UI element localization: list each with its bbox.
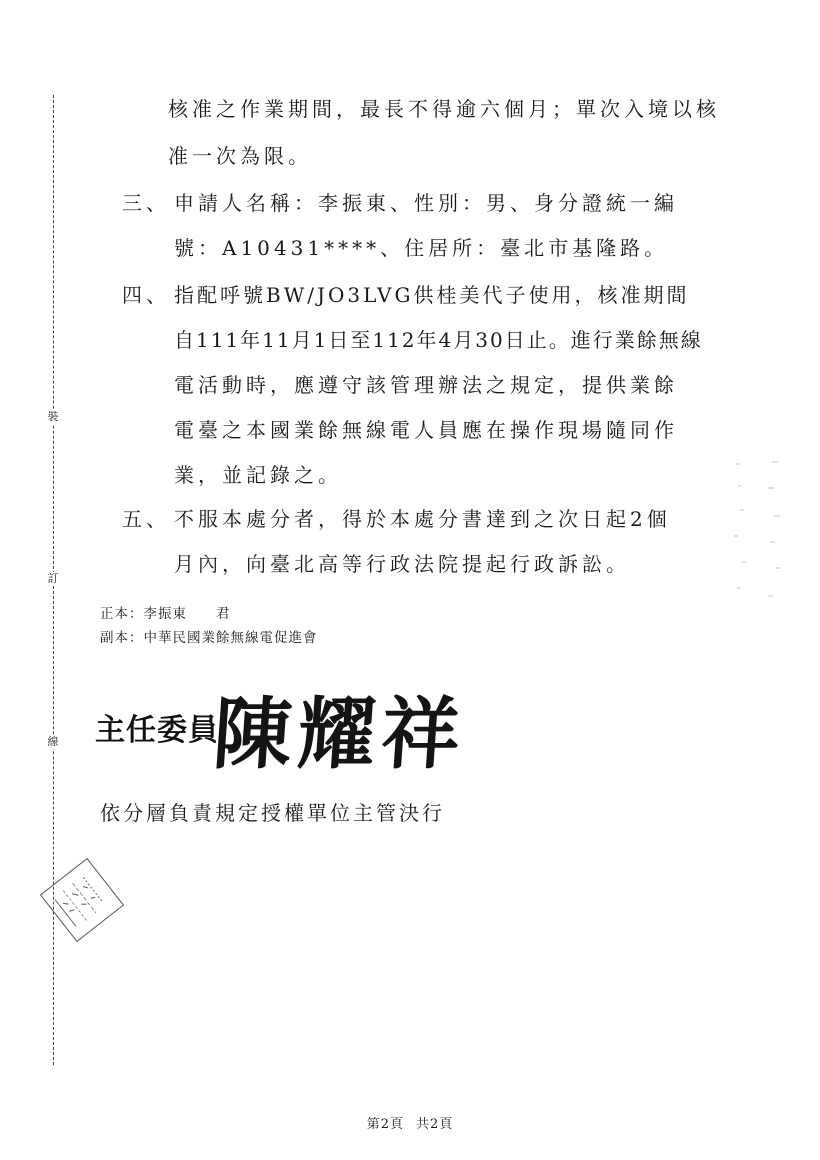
clause-5-number: 五、 <box>122 507 170 531</box>
signatory-title: 主任委員 <box>95 713 219 748</box>
clause-4-line-3: 電活動時，應遵守該管理辦法之規定，提供業餘 <box>174 373 678 397</box>
binding-label-xian: 線 <box>44 735 62 749</box>
clause-4-line-4: 電臺之本國業餘無線電人員應在操作現場隨同作 <box>174 418 678 442</box>
copy-recipient <box>100 626 318 646</box>
clause-continued-line-1: 核准之作業期間，最長不得逾六個月；單次入境以核 <box>168 97 720 121</box>
clause-4-line-5: 業，並記錄之。 <box>174 463 342 487</box>
clause-3-line-2: 號：A10431****、住居所：臺北市基隆路。 <box>174 236 669 260</box>
copy-recipient-value: 中華民國業餘無線電促進會 <box>143 630 318 646</box>
clause-4-number: 四、 <box>122 283 170 307</box>
original-recipient-value: 李振東 君 <box>143 606 231 622</box>
original-recipient <box>100 602 231 622</box>
copy-recipient-label: 副本： <box>100 630 144 646</box>
delegation-note: 依分層負責規定授權單位主管決行 <box>100 801 445 825</box>
clause-4-line-1: 指配呼號BW/JO3LVG供桂美代子使用，核准期間 <box>174 283 690 307</box>
signatory-name-seal: 陳耀祥 <box>210 690 469 780</box>
page-current: 第2頁 <box>366 1117 404 1132</box>
clause-4-line-2: 自111年11月1日至112年4月30日止。進行業餘無線 <box>174 328 703 352</box>
clause-3-line-1: 申請人名稱：李振東、性別：男、身分證統一編 <box>174 191 678 215</box>
clause-5-line-2: 月內，向臺北高等行政法院提起行政訴訟。 <box>174 552 630 576</box>
page-number <box>0 1113 820 1132</box>
clause-3-number: 三、 <box>122 191 170 215</box>
binding-label-ding: 訂 <box>44 572 62 586</box>
original-recipient-label: 正本： <box>100 606 144 622</box>
page-total: 共2頁 <box>416 1117 454 1132</box>
scan-noise <box>728 458 788 608</box>
clause-5-line-1: 不服本處分者，得於本處分書達到之次日起2個 <box>174 507 671 531</box>
binding-label-zhuang: 裝 <box>44 410 62 424</box>
clause-continued-line-2: 准一次為限。 <box>168 144 312 168</box>
